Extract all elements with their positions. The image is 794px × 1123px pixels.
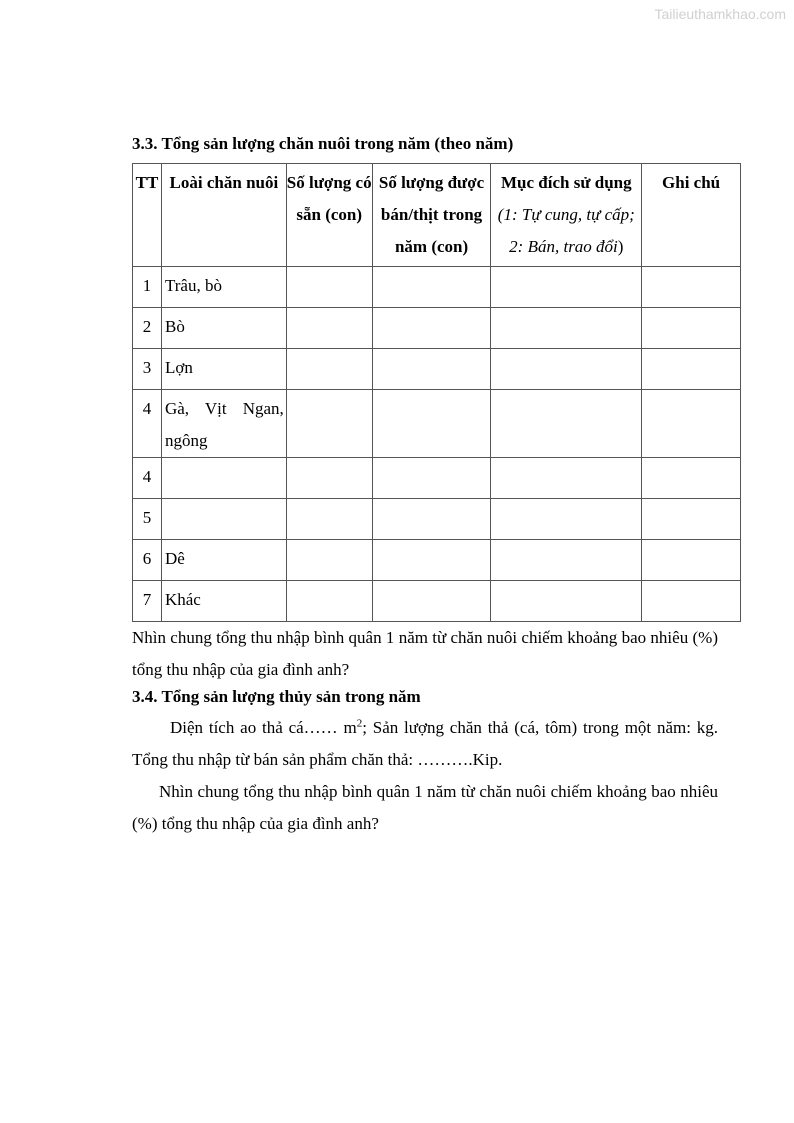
cell-notes[interactable] — [642, 390, 741, 458]
watermark: Tailieuthamkhao.com — [654, 6, 786, 22]
fish-pond-yield-text: ; Sản lượng chăn thả (cá, tôm) trong một năm: kg. Tổng thu nhập từ bán sản phẩm chăn thả: ……….Kip. — [132, 718, 718, 769]
header-purpose-note-open: ( — [497, 205, 504, 224]
cell-stock[interactable] — [286, 581, 372, 622]
header-purpose-note: 1: Tự cung, tự cấp; 2: Bán, trao đổi — [503, 205, 635, 256]
fish-pond-paragraph — [132, 712, 718, 776]
cell-purpose[interactable] — [491, 267, 642, 308]
table-row — [133, 499, 741, 540]
cell-sold[interactable] — [372, 458, 491, 499]
area-unit-superscript: 2 — [356, 717, 363, 730]
cell-sold[interactable] — [372, 267, 491, 308]
row-tt: 2 — [133, 308, 162, 349]
document-content — [132, 133, 721, 840]
cell-stock[interactable] — [286, 390, 372, 458]
row-tt: 7 — [133, 581, 162, 622]
cell-stock[interactable] — [286, 349, 372, 390]
row-tt: 3 — [133, 349, 162, 390]
cell-notes[interactable] — [642, 308, 741, 349]
cell-notes[interactable] — [642, 499, 741, 540]
header-purpose-title: Mục đích sử dụng — [500, 173, 632, 192]
cell-stock[interactable] — [286, 267, 372, 308]
section-3-4-heading: 3.4. Tổng sản lượng thủy sản trong năm — [132, 687, 421, 706]
row-species: Lợn — [161, 349, 286, 390]
row-tt: 1 — [133, 267, 162, 308]
cell-purpose[interactable] — [491, 349, 642, 390]
header-purpose — [491, 164, 642, 267]
cell-notes[interactable] — [642, 267, 741, 308]
aquaculture-income-question: Nhìn chung tổng thu nhập bình quân 1 năm từ chăn nuôi chiếm khoảng bao nhiêu (%) tổng thu nhập của gia đình anh? — [132, 782, 718, 833]
cell-purpose[interactable] — [491, 581, 642, 622]
cell-sold[interactable] — [372, 349, 491, 390]
cell-notes[interactable] — [642, 458, 741, 499]
cell-purpose[interactable] — [491, 499, 642, 540]
fish-pond-area-text: Diện tích ao thả cá…… m — [170, 718, 357, 737]
cell-purpose[interactable] — [491, 458, 642, 499]
table-row — [133, 581, 741, 622]
cell-stock[interactable] — [286, 308, 372, 349]
cell-notes[interactable] — [642, 540, 741, 581]
row-tt: 6 — [133, 540, 162, 581]
table-row — [133, 267, 741, 308]
livestock-income-question: Nhìn chung tổng thu nhập bình quân 1 năm từ chăn nuôi chiếm khoảng bao nhiêu (%) tổng thu nhập của gia đình anh? — [132, 628, 718, 679]
row-tt: 4 — [133, 390, 162, 458]
header-sold: Số lượng được bán/thịt trong năm (con) — [372, 164, 491, 267]
row-species: Trâu, bò — [161, 267, 286, 308]
cell-sold[interactable] — [372, 308, 491, 349]
header-notes: Ghi chú — [642, 164, 741, 267]
cell-sold[interactable] — [372, 581, 491, 622]
cell-purpose[interactable] — [491, 308, 642, 349]
header-purpose-note-close: ) — [617, 237, 624, 256]
section-3-3-heading: 3.3. Tổng sản lượng chăn nuôi trong năm (theo năm) — [132, 134, 514, 153]
table-row — [133, 349, 741, 390]
cell-stock[interactable] — [286, 458, 372, 499]
table-row — [133, 308, 741, 349]
row-tt: 4 — [133, 458, 162, 499]
row-species: Khác — [161, 581, 286, 622]
cell-purpose[interactable] — [491, 390, 642, 458]
row-species[interactable] — [161, 499, 286, 540]
row-species: Dê — [161, 540, 286, 581]
header-tt: TT — [133, 164, 162, 267]
livestock-table — [132, 163, 741, 622]
cell-purpose[interactable] — [491, 540, 642, 581]
cell-sold[interactable] — [372, 540, 491, 581]
cell-stock[interactable] — [286, 540, 372, 581]
cell-sold[interactable] — [372, 499, 491, 540]
row-species: Bò — [161, 308, 286, 349]
cell-sold[interactable] — [372, 390, 491, 458]
table-row — [133, 540, 741, 581]
header-stock: Số lượng có sẵn (con) — [286, 164, 372, 267]
table-row — [133, 458, 741, 499]
row-tt: 5 — [133, 499, 162, 540]
cell-notes[interactable] — [642, 581, 741, 622]
row-species[interactable] — [161, 458, 286, 499]
cell-notes[interactable] — [642, 349, 741, 390]
cell-stock[interactable] — [286, 499, 372, 540]
table-row — [133, 390, 741, 458]
table-header-row — [133, 164, 741, 267]
header-species: Loài chăn nuôi — [161, 164, 286, 267]
row-species: Gà, Vịt Ngan, ngông — [161, 390, 286, 458]
